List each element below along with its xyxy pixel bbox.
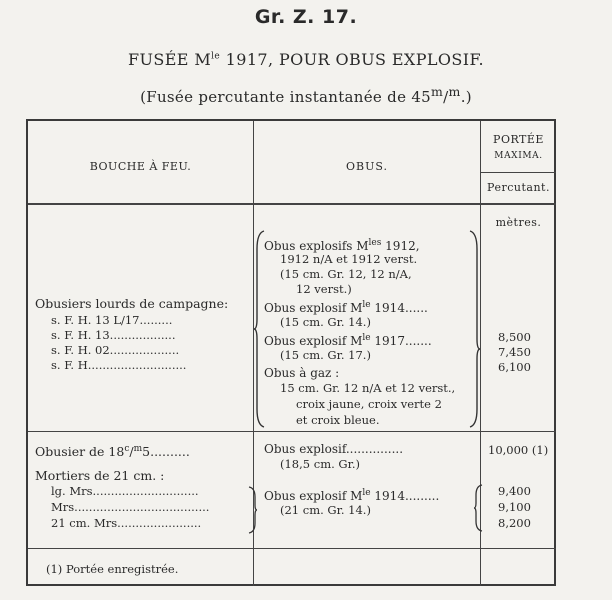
header-inner-rule	[481, 172, 556, 173]
gun-name: s. F. H...........................	[51, 358, 187, 372]
header-gun: BOUCHE À FEU.	[89, 160, 192, 173]
range-value: 9,100	[498, 500, 531, 514]
gun-group-title: Mortiers de 21 cm. :	[35, 468, 165, 483]
header-range: PORTÉE	[493, 133, 544, 146]
shell-type: Obus à gaz :	[264, 366, 340, 380]
row-rule-1	[28, 431, 556, 432]
range-value: 7,450	[498, 345, 531, 359]
range-value: 9,400	[498, 484, 531, 498]
gun-name: lg. Mrs.............................	[51, 484, 199, 498]
shell-detail: 15 cm. Gr. 12 n/A et 12 verst.,	[280, 381, 456, 395]
gun-group-title: Obusiers lourds de campagne:	[35, 296, 229, 311]
shell-detail: (18,5 cm. Gr.)	[280, 457, 360, 471]
range-value: 8,500	[498, 330, 531, 344]
page-number: Gr. Z. 17.	[254, 6, 358, 28]
footnote-rule	[28, 548, 556, 549]
header-range-max: MAXIMA.	[494, 151, 543, 161]
header-rule	[28, 203, 556, 205]
shell-detail: (15 cm. Gr. 12, 12 n/A,	[280, 267, 412, 281]
shell-type: Obus explosif $M^{le}$ 1914......	[264, 300, 428, 315]
shell-detail: (21 cm. Gr. 14.)	[280, 503, 371, 517]
range-value: 6,100	[498, 360, 531, 374]
footnote: (1) Portée enregistrée.	[46, 562, 179, 576]
gun-name: s. F. H. 13..................	[51, 328, 176, 342]
shell-type: Obus explosif...............	[264, 442, 404, 456]
shell-detail: croix jaune, croix verte 2	[296, 397, 442, 411]
document-title: FUSÉE $M^{le}$ 1917, POUR OBUS EXPLOSIF.	[127, 50, 485, 69]
shell-detail: 12 verst.)	[296, 282, 352, 296]
gun-name: Obusier de 18$^c$/$^m$5..........	[35, 444, 190, 460]
shell-detail: et croix bleue.	[296, 413, 380, 427]
gun-name: Mrs.....................................	[51, 500, 210, 514]
range-value: 8,200	[498, 516, 531, 530]
shell-type: Obus explosif $M^{le}$ 1917.......	[264, 333, 432, 348]
range-unit: mètres.	[495, 216, 542, 229]
left-brace-icon	[247, 485, 257, 535]
shell-detail: (15 cm. Gr. 17.)	[280, 348, 371, 362]
header-percussion: Percutant.	[487, 181, 550, 194]
header-shell: OBUS.	[345, 160, 388, 173]
shell-detail: (15 cm. Gr. 14.)	[280, 315, 371, 329]
range-value: 10,000 (1)	[488, 443, 549, 457]
ammunition-table	[26, 119, 556, 586]
document-subtitle: (Fusée percutante instantanée de 45$^m$/$^m$.)	[140, 84, 472, 106]
left-brace-icon	[254, 229, 266, 429]
right-brace-icon	[474, 483, 484, 533]
shell-type: Obus explosifs $M^{les}$ 1912,	[264, 238, 420, 253]
gun-name: s. F. H. 02...................	[51, 343, 180, 357]
shell-detail: 1912 n/A et 1912 verst.	[280, 252, 418, 266]
gun-name: 21 cm. Mrs.......................	[51, 516, 202, 530]
gun-name: s. F. H. 13 L/17.........	[51, 313, 173, 327]
shell-type: Obus explosif $M^{le}$ 1914.........	[264, 488, 440, 503]
right-brace-icon	[468, 229, 480, 429]
